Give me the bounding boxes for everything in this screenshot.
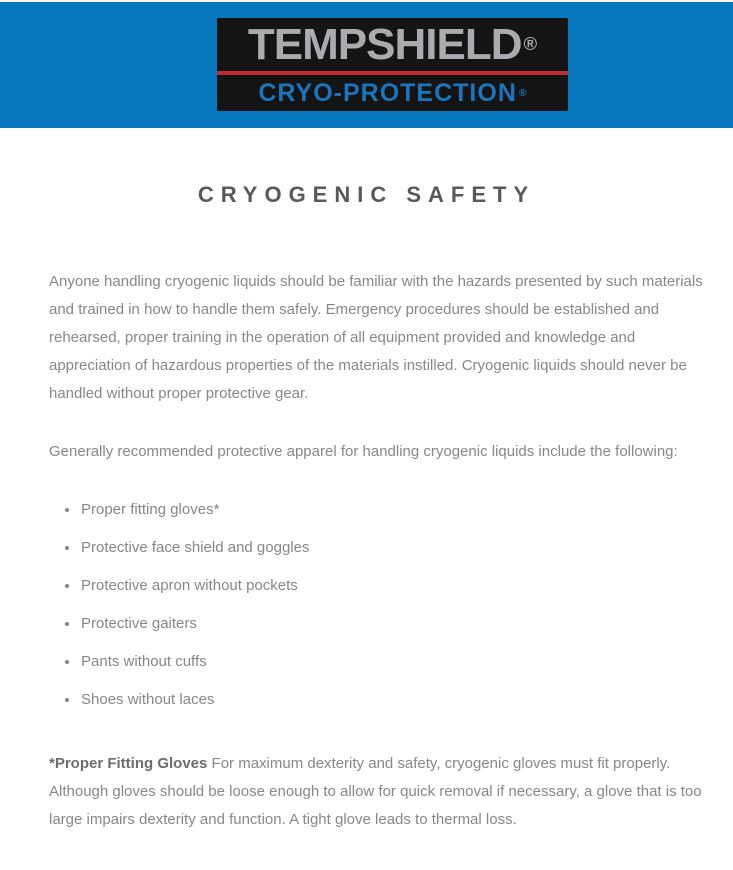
apparel-intro-paragraph: Generally recommended protective apparel for handling cryogenic liquids include the following:	[49, 443, 678, 461]
page-title: CRYOGENIC SAFETY	[197, 182, 536, 207]
list-item: • Proper fitting gloves*	[80, 496, 713, 524]
brand-tagline-text: CRYO-PROTECTION	[258, 78, 517, 107]
brand-name-text: TEMPSHIELD	[247, 19, 522, 69]
brand-name	[217, 18, 568, 71]
footnote-paragraph	[49, 750, 713, 834]
document-body	[0, 182, 733, 834]
brand-logo[interactable]	[217, 18, 568, 111]
list-item: • Protective face shield and goggles	[80, 534, 713, 562]
list-item: • Protective apron without pockets	[80, 572, 713, 600]
list-item: • Protective gaiters	[80, 610, 713, 638]
list-item: • Shoes without laces	[80, 686, 713, 714]
header-band	[0, 2, 733, 128]
footnote-lead: *Proper Fitting Gloves	[49, 755, 208, 773]
apparel-list	[49, 496, 713, 714]
intro-paragraph: Anyone handling cryogenic liquids should be familiar with the hazards presented by such materials and trained in how to handle them safely. Emergency procedures should be established and rehearsed, proper training in the operation of all equipment provided and knowledge and appreciation of hazardous properties of the materials instilled. Cryogenic liquids should never be handled without proper protective gear.	[49, 273, 703, 403]
list-item: • Pants without cuffs	[80, 648, 713, 676]
content-area	[49, 268, 713, 834]
brand-tagline	[217, 75, 568, 111]
registered-trademark-icon: ®	[523, 33, 538, 55]
registered-trademark-icon: ®	[518, 86, 527, 99]
footnote-text: For maximum dexterity and safety, cryogenic gloves must fit properly. Although gloves should be loose enough to allow for quick removal if necessary, a glove that is too large impairs dexterity and function. A tight glove leads to thermal loss.	[49, 755, 702, 829]
